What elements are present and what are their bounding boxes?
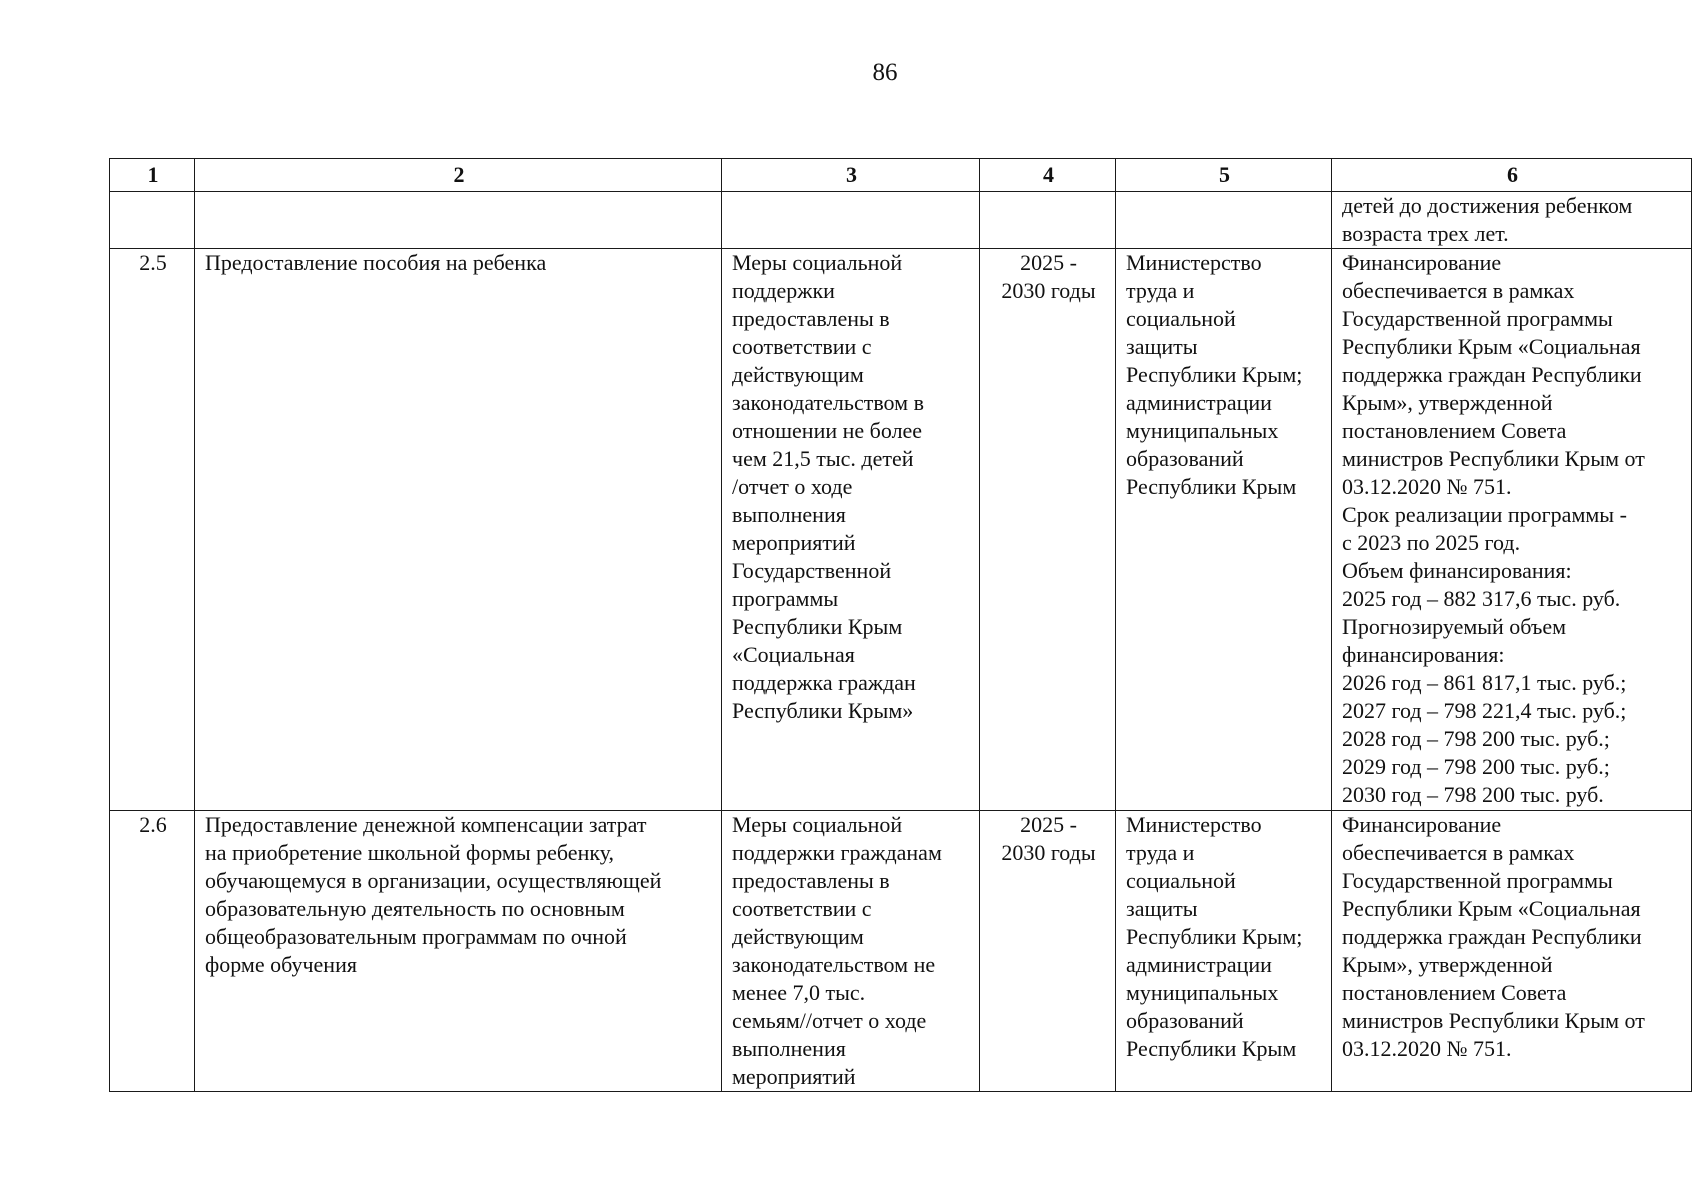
financing-cell [1332, 249, 1692, 811]
financing-cell [1332, 811, 1692, 1092]
column-header: 3 [722, 159, 980, 192]
measure-name-cell [195, 249, 722, 811]
responsible-cell [1116, 811, 1332, 1092]
row-number [110, 249, 195, 811]
table-cell [980, 192, 1116, 249]
table-cell [110, 192, 195, 249]
term-cell [980, 249, 1116, 811]
table-header-row [110, 159, 1692, 192]
table-cell [195, 192, 722, 249]
financing-text: Финансирование обеспечивается в рамках Государственной программы Республики Крым «Социальная поддержка граждан Республики Крым», утвержденной постановлением Совета министров Республики Крым от 03.12.2020 № 751. [1342, 812, 1645, 1061]
measure-name-cell [195, 811, 722, 1092]
column-header: 5 [1116, 159, 1332, 192]
result-text: Меры социальной поддержки гражданам предоставлены в соответствии с действующим законодательством не менее 7,0 тыс. семьям//отчет о ходе выполнения мероприятий [732, 812, 942, 1089]
row-number [110, 811, 195, 1092]
column-header: 4 [980, 159, 1116, 192]
page-number: 86 [872, 59, 898, 86]
responsible-text: Министерство труда и социальной защиты Республики Крым; администрации муниципальных образований Республики Крым [1126, 812, 1303, 1061]
table-row [110, 811, 1692, 1092]
column-header: 2 [195, 159, 722, 192]
result-cell [722, 249, 980, 811]
financing-text: детей до достижения ребенком возраста трех лет. [1342, 193, 1633, 246]
column-header: 1 [110, 159, 195, 192]
table-cell [1116, 192, 1332, 249]
responsible-text: Министерство труда и социальной защиты Республики Крым; администрации муниципальных образований Республики Крым [1126, 250, 1303, 499]
row-number-text: 2.5 [139, 250, 167, 275]
table-cell [722, 192, 980, 249]
table-cell-financing [1332, 192, 1692, 249]
table-row-continuation [110, 192, 1692, 249]
result-text: Меры социальной поддержки предоставлены в соответствии с действующим законодательством в отношении не более чем 21,5 тыс. детей /отчет о ходе выполнения мероприятий Государственной программы Республики Крым «Социальная поддержка граждан Республики Крым» [732, 250, 924, 723]
term-text: 2025 - 2030 годы [1001, 812, 1096, 865]
measure-name-text: Предоставление пособия на ребенка [205, 250, 547, 275]
term-cell [980, 811, 1116, 1092]
measures-table [109, 158, 1692, 1092]
term-text: 2025 - 2030 годы [1001, 250, 1096, 303]
result-cell [722, 811, 980, 1092]
measure-name-text: Предоставление денежной компенсации затрат на приобретение школьной формы ребенку, обучающемуся в организации, осуществляющей образовательную деятельность по основным общеобразовательным программам по очной форме обучения [205, 812, 662, 977]
row-number-text: 2.6 [139, 812, 167, 837]
financing-text: Финансирование обеспечивается в рамках Государственной программы Республики Крым «Социальная поддержка граждан Республики Крым», утвержденной постановлением Совета министров Республики Крым от 03.12.2020 № 751. Срок реализации программы - с 2023 по 2025 год. Объем финансирования: 2025 год – 882 317,6 тыс. руб. Прогнозируемый объем финансирования: 2026 год – 861 817,1 тыс. руб.; 2027 год – 798 221,4 тыс. руб.; 2028 год – 798 200 тыс. руб.; 2029 год – 798 200 тыс. руб.; 2030 год – 798 200 тыс. руб. [1342, 250, 1645, 807]
column-header: 6 [1332, 159, 1692, 192]
table-row [110, 249, 1692, 811]
responsible-cell [1116, 249, 1332, 811]
